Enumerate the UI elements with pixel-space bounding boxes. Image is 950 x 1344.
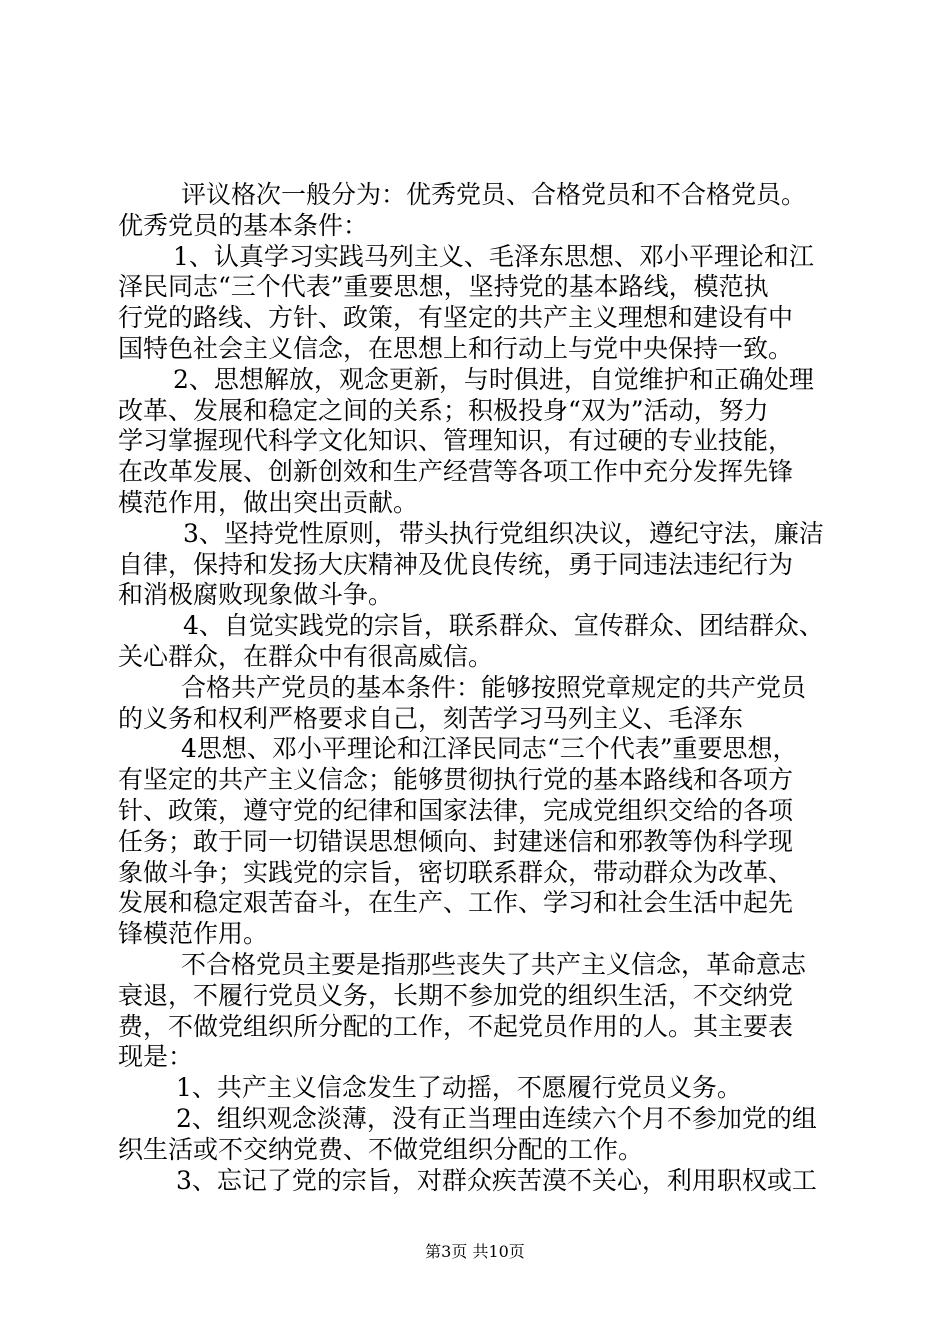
paragraph-line: 在改革发展、创新创效和生产经营等各项工作中充分发挥先锋	[118, 457, 794, 487]
paragraph-line: 针、政策，遵守党的纪律和国家法律，完成党组织交给的各项	[118, 795, 794, 825]
paragraph-line: 4思想、邓小平理论和江泽民同志“三个代表”重要思想，	[181, 734, 798, 764]
paragraph-line: 行党的路线、方针、政策，有坚定的共产主义理想和建设有中	[118, 303, 794, 333]
paragraph-line: 泽民同志“三个代表”重要思想，坚持党的基本路线，模范执	[118, 272, 769, 302]
paragraph-line: 学习掌握现代科学文化知识、管理知识，有过硬的专业技能，	[118, 426, 794, 456]
paragraph-line: 和消极腐败现象做斗争。	[118, 580, 394, 610]
paragraph-line: 3、坚持党性原则，带头执行党组织决议，遵纪守法，廉洁	[183, 518, 824, 548]
paragraph-line: 任务；敢于同一切错误思想倾向、封建迷信和邪教等伪科学现	[118, 826, 794, 856]
paragraph-line: 发展和稳定艰苦奋斗，在生产、工作、学习和社会生活中起先	[118, 888, 794, 918]
paragraph-line: 不合格党员主要是指那些丧失了共产主义信念，革命意志	[181, 949, 807, 979]
paragraph-line: 合格共产党员的基本条件：能够按照党章规定的共产党员	[181, 672, 807, 702]
paragraph-line: 象做斗争；实践党的宗旨，密切联系群众，带动群众为改革、	[118, 857, 794, 887]
paragraph-line: 费，不做党组织所分配的工作，不起党员作用的人。其主要表	[118, 1011, 794, 1041]
paragraph-line: 改革、发展和稳定之间的关系；积极投身“双为”活动，努力	[118, 395, 769, 425]
paragraph-line: 衰退，不履行党员义务，长期不参加党的组织生活，不交纳党	[118, 980, 794, 1010]
paragraph-line: 织生活或不交纳党费、不做党组织分配的工作。	[118, 1134, 644, 1164]
paragraph-line: 锋模范作用。	[118, 919, 269, 949]
paragraph-line: 4、自觉实践党的宗旨，联系群众、宣传群众、团结群众、	[183, 611, 824, 641]
paragraph-line: 3、忘记了党的宗旨，对群众疾苦漠不关心，利用职权或工	[176, 1165, 817, 1195]
page-footer	[0, 1242, 950, 1262]
paragraph-line: 关心群众，在群众中有很高威信。	[118, 641, 494, 671]
paragraph-line: 国特色社会主义信念，在思想上和行动上与党中央保持一致。	[118, 333, 794, 363]
paragraph-line: 自律，保持和发扬大庆精神及优良传统，勇于同违法违纪行为	[118, 549, 794, 579]
paragraph-line: 的义务和权利严格要求自己，刻苦学习马列主义、毛泽东	[118, 703, 744, 733]
page-number-label: 第3页 共10页	[425, 1242, 525, 1261]
paragraph-line: 2、组织观念淡薄，没有正当理由连续六个月不参加党的组	[176, 1103, 817, 1133]
paragraph-line: 1、认真学习实践马列主义、毛泽东思想、邓小平理论和江	[173, 241, 814, 271]
paragraph-line: 模范作用，做出突出贡献。	[118, 487, 419, 517]
paragraph-line: 1、共产主义信念发生了动摇，不愿履行党员义务。	[176, 1073, 742, 1103]
document-body	[118, 180, 838, 1196]
paragraph-line: 现是：	[118, 1042, 194, 1072]
paragraph-line: 有坚定的共产主义信念；能够贯彻执行党的基本路线和各项方	[118, 765, 794, 795]
paragraph-line: 优秀党员的基本条件：	[118, 210, 369, 240]
paragraph-line: 评议格次一般分为：优秀党员、合格党员和不合格党员。	[181, 180, 807, 209]
paragraph-line: 2、思想解放，观念更新，与时俱进，自觉维护和正确处理	[173, 364, 814, 394]
